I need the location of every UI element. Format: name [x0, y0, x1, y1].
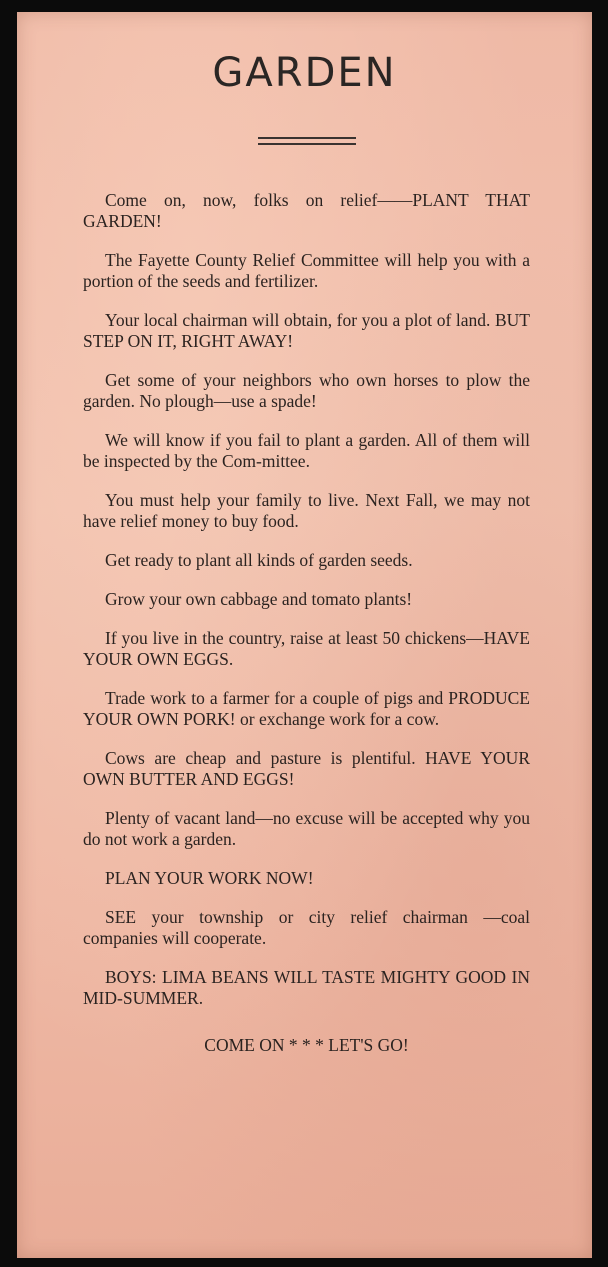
paragraph: BOYS: LIMA BEANS WILL TASTE MIGHTY GOOD IN MID-SUMMER.	[83, 967, 530, 1008]
title-divider-bottom	[258, 143, 356, 145]
closing-line: COME ON * * * LET'S GO!	[204, 1035, 409, 1055]
flyer-body	[83, 190, 530, 1074]
paragraph: Your local chairman will obtain, for you a plot of land. BUT STEP ON IT, RIGHT AWAY!	[83, 310, 530, 351]
paragraph: PLAN YOUR WORK NOW!	[105, 868, 314, 888]
paragraph: Get some of your neighbors who own horses to plow the garden. No plough—use a spade!	[83, 370, 530, 411]
paragraph: The Fayette County Relief Committee will help you with a portion of the seeds and fertilizer.	[83, 250, 530, 291]
paragraph: Cows are cheap and pasture is plentiful. HAVE YOUR OWN BUTTER AND EGGS!	[83, 748, 530, 789]
paragraph: We will know if you fail to plant a garden. All of them will be inspected by the Com-mittee.	[83, 430, 530, 471]
paragraph: Trade work to a farmer for a couple of pigs and PRODUCE YOUR OWN PORK! or exchange work for a cow.	[83, 688, 530, 729]
paragraph: SEE your township or city relief chairman —coal companies will cooperate.	[83, 907, 530, 948]
relief-flyer	[17, 12, 592, 1258]
paragraph: You must help your family to live. Next Fall, we may not have relief money to buy food.	[83, 490, 530, 531]
paragraph: If you live in the country, raise at least 50 chickens—HAVE YOUR OWN EGGS.	[83, 628, 530, 669]
paragraph: Get ready to plant all kinds of garden seeds.	[105, 550, 413, 570]
title-divider-top	[258, 137, 356, 139]
paragraph: Grow your own cabbage and tomato plants!	[105, 589, 413, 609]
paragraph: Come on, now, folks on relief——PLANT THAT GARDEN!	[83, 190, 530, 231]
paragraph: Plenty of vacant land—no excuse will be accepted why you do not work a garden.	[83, 808, 530, 849]
flyer-title: GARDEN	[212, 50, 397, 96]
